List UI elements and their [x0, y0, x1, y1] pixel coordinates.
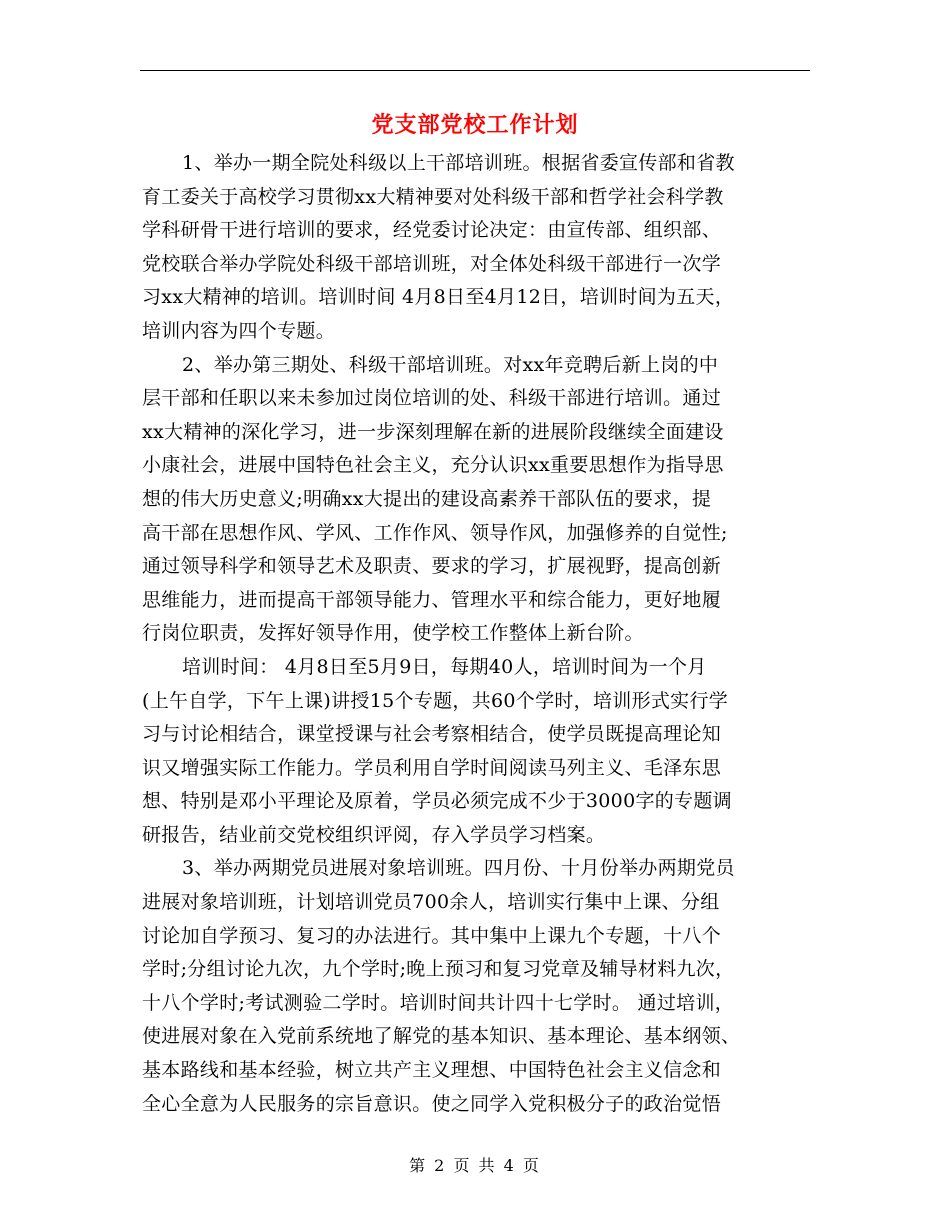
text-line: 研报告，结业前交党校组织评阅，存入学员学习档案。: [142, 823, 606, 846]
text-line: 1、举办一期全院处科级以上干部培训班。根据省委宣传部和省教: [182, 152, 735, 174]
text-line: 基本路线和基本经验，树立共产主义理想、中国特色社会主义信念和: [142, 1059, 722, 1082]
text-line: 高干部在思想作风、学风、工作作风、领导作风，加强修养的自觉性;: [142, 521, 728, 544]
text-line: 小康社会，进展中国特色社会主义，充分认识xx重要思想作为指导思: [142, 454, 724, 477]
text-line: 进展对象培训班，计划培训党员700余人，培训实行集中上课、分组: [142, 891, 720, 914]
text-line: 学时;分组讨论九次，九个学时;晚上预习和复习党章及辅导材料九次，: [142, 958, 735, 981]
text-line: 想、特别是邓小平理论及原着，学员必须完成不少于3000字的专题调: [142, 790, 732, 813]
text-line: 2、举办第三期处、科级干部培训班。对xx年竞聘后新上岗的中: [182, 353, 719, 376]
document-title: 党支部党校工作计划: [371, 112, 579, 138]
text-line: xx大精神的深化学习，进一步深刻理解在新的进展阶段继续全面建设: [142, 420, 724, 443]
text-line: 层干部和任职以来未参加过岗位培训的处、科级干部进行培训。通过: [142, 387, 722, 410]
text-line: 思维能力，进而提高干部领导能力、管理水平和综合能力，更好地履: [142, 588, 722, 611]
text-line: 使进展对象在入党前系统地了解党的基本知识、基本理论、基本纲领、: [142, 1025, 741, 1048]
text-line: 讨论加自学预习、复习的办法进行。其中集中上课九个专题，十八个: [142, 924, 722, 947]
text-line: 党校联合举办学院处科级干部培训班，对全体处科级干部进行一次学: [142, 252, 722, 275]
text-line: 全心全意为人民服务的宗旨意识。使之同学入党积极分子的政治觉悟: [142, 1092, 722, 1115]
text-line: 习xx大精神的培训。培训时间 4月8日至4月12日，培训时间为五天，: [142, 286, 735, 309]
text-line: 培训内容为四个专题。: [142, 319, 336, 342]
page-footer: 第 2 页 共 4 页: [409, 1156, 541, 1175]
text-line: 通过领导科学和领导艺术及职责、要求的学习，扩展视野，提高创新: [142, 555, 722, 578]
header-rule: [140, 70, 810, 71]
text-line: 育工委关于高校学习贯彻xx大精神要对处科级干部和哲学社会科学教: [142, 185, 724, 208]
text-line: (上午自学，下午上课)讲授15个专题，共60个学时，培训形式实行学: [142, 689, 729, 712]
text-line: 3、举办两期党员进展对象培训班。四月份、十月份举办两期党员: [182, 857, 735, 880]
text-line: 十八个学时;考试测验二学时。培训时间共计四十七学时。 通过培训，: [142, 991, 735, 1014]
document-body: [142, 147, 832, 1121]
text-line: 行岗位职责，发挥好领导作用，使学校工作整体上新台阶。: [142, 622, 644, 645]
text-line: 识又增强实际工作能力。学员利用自学时间阅读马列主义、毛泽东思: [142, 756, 722, 779]
text-line: 习与讨论相结合，课堂授课与社会考察相结合，使学员既提高理论知: [142, 723, 722, 746]
text-line: 培训时间： 4月8日至5月9日，每期40人，培训时间为一个月: [182, 655, 707, 678]
text-line: 学科研骨干进行培训的要求，经党委讨论决定：由宣传部、组织部、: [142, 219, 722, 242]
text-line: 想的伟大历史意义;明确xx大提出的建设高素养干部队伍的要求，提: [142, 487, 712, 510]
